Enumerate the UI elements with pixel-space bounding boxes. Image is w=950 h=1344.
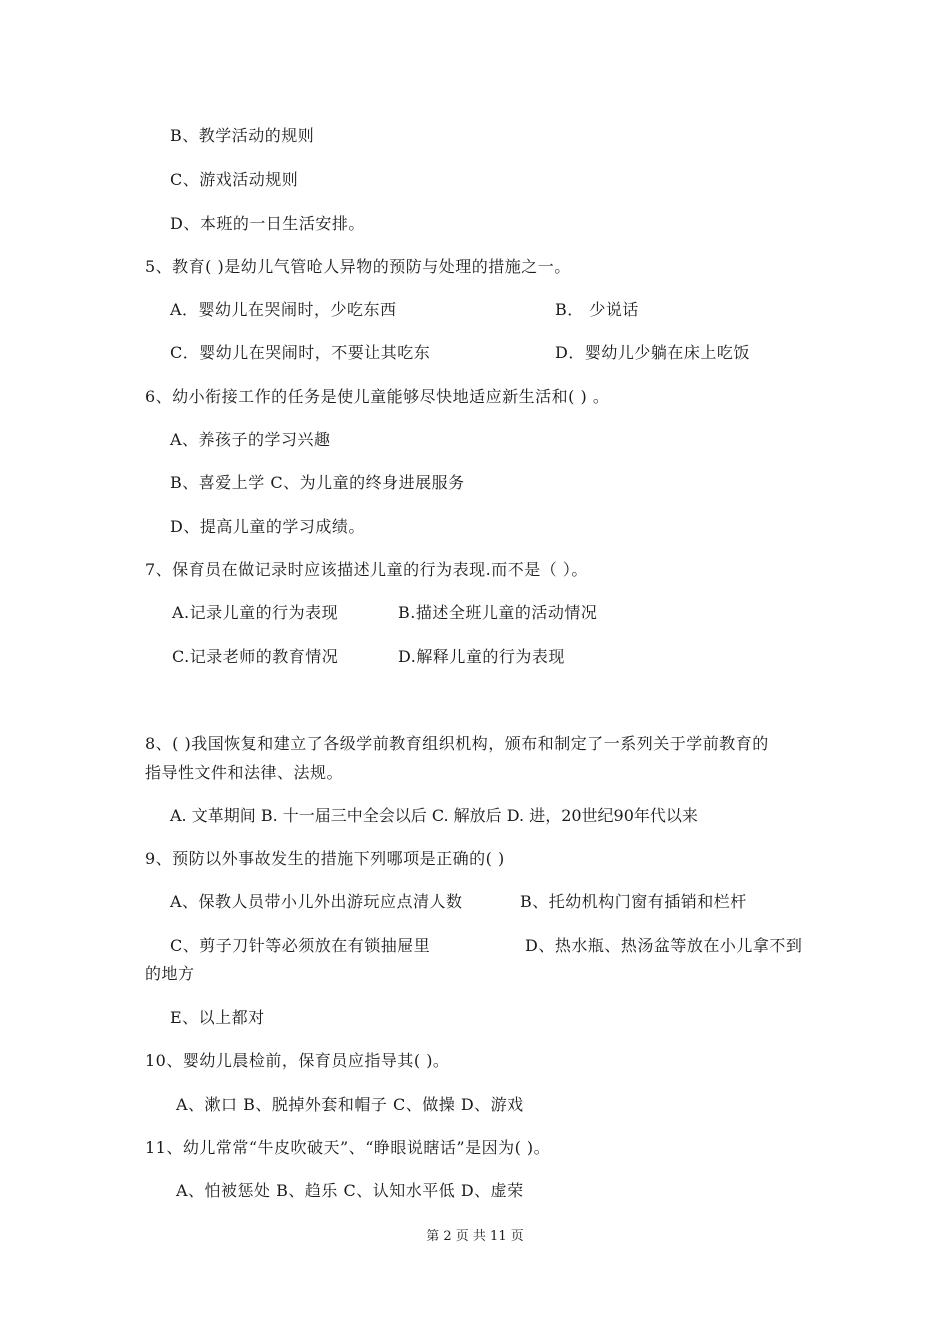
q5-option-d: D．婴幼儿少躺在床上吃饭 (555, 343, 750, 362)
q6-option-a: A、养孩子的学习兴趣 (170, 430, 331, 449)
q5-option-b: B． 少说话 (555, 300, 639, 319)
q7-option-d: D.解释儿童的行为表现 (398, 647, 565, 666)
page-footer: 第 2 页 共 11 页 (426, 1229, 524, 1244)
q10-options: A、漱口 B、脱掉外套和帽子 C、做操 D、游戏 (176, 1095, 524, 1114)
q6-option-bc: B、喜爱上学 C、为儿童的终身进展服务 (170, 473, 465, 492)
q10-stem: 10、婴幼儿晨检前，保育员应指导其( )。 (145, 1051, 450, 1070)
q9-stem: 9、预防以外事故发生的措施下列哪项是正确的( ) (145, 849, 505, 868)
q7-option-b: B.描述全班儿童的活动情况 (398, 603, 598, 622)
q7-option-c: C.记录老师的教育情况 (172, 647, 339, 666)
q9-option-c: C、剪子刀针等必须放在有锁抽屉里 (170, 936, 431, 955)
q11-options: A、怕被惩处 B、趋乐 C、认知水平低 D、虚荣 (176, 1181, 524, 1200)
q4-option-d: D、本班的一日生活安排。 (170, 214, 365, 233)
q6-stem: 6、幼小衔接工作的任务是使儿童能够尽快地适应新生活和( ) 。 (145, 387, 610, 406)
q11-stem: 11、幼儿常常“牛皮吹破天”、“睁眼说瞎话”是因为( )。 (145, 1138, 551, 1157)
q5-option-c: C．婴幼儿在哭闹时，不要让其吃东 (170, 343, 431, 362)
q7-option-a: A.记录儿童的行为表现 (172, 603, 339, 622)
q9-option-e: E、以上都对 (170, 1008, 265, 1027)
q9-option-d-line1: D、热水瓶、热汤盆等放在小儿拿不到 (525, 936, 803, 955)
q5-option-a: A．婴幼儿在哭闹时，少吃东西 (170, 300, 397, 319)
q4-option-b: B、教学活动的规则 (170, 126, 315, 145)
q9-option-d-line2: 的地方 (145, 964, 195, 983)
q6-option-d: D、提高儿童的学习成绩。 (170, 517, 365, 536)
q8-options: A. 文革期间 B. 十一届三中全会以后 C. 解放后 D. 进，20世纪90年代以来 (170, 806, 698, 825)
q8-stem-line1: 8、( )我国恢复和建立了各级学前教育组织机构，颁布和制定了一系列关于学前教育的 (145, 734, 769, 753)
q9-option-a: A、保教人员带小儿外出游玩应点清人数 (170, 892, 463, 911)
q9-option-b: B、托幼机构门窗有插销和栏杆 (520, 892, 747, 911)
q7-stem: 7、保育员在做记录时应该描述儿童的行为表现.而不是（ ）。 (145, 560, 588, 579)
q8-stem-line2: 指导性文件和法律、法规。 (145, 763, 344, 782)
q4-option-c: C、游戏活动规则 (170, 170, 299, 189)
q5-stem: 5、教育( )是幼儿气管呛人异物的预防与处理的措施之一。 (145, 257, 571, 276)
